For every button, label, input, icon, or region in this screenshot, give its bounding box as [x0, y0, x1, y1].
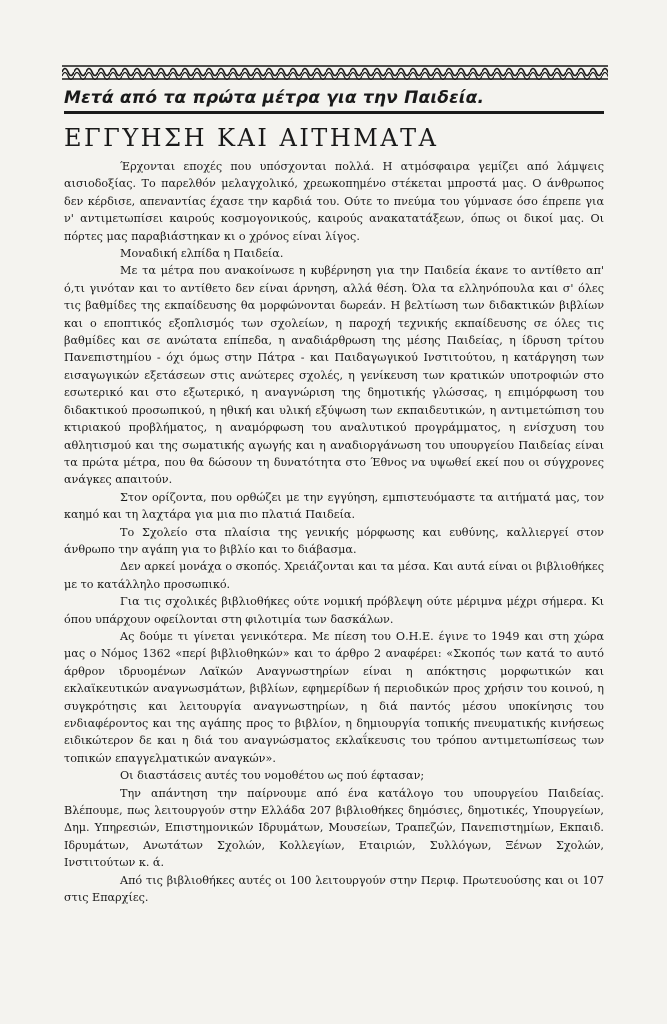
paragraph: Δεν αρκεί μονάχα ο σκοπός. Χρειάζονται και τα μέσα. Και αυτά είναι οι βιβλιοθήκες με το κατάλληλο προσωπικό.	[64, 560, 604, 591]
paragraph: Ας δούμε τι γίνεται γενικότερα. Με πίεση του Ο.Η.Ε. έγινε το 1949 και στη χώρα μας ο Νόμος 1362 «περί βιβλιοθηκών» και το άρθρο 2 αναφέρει: «Σκοπός των κατά το αυτό άρθρον ιδρυομένων Λαϊκών Αναγνωστηρίων είναι η απόκτησις μορφωτικών και εκλαϊκευτικών αναγνωσμάτων, βιβλίων, εφημερίδων ή περιοδικών προς χρήσιν του κοινού, η συγκρότησις και λειτουργία αναγνωστηρίων, η διά παντός μέσου υποκίνησις του ενδιαφέροντος και της αγάπης προς το βιβλίον, η δημιουργία τοπικής πνευματικής κινήσεως ειδικώτερον δε και η διά του αναγνώσματος εκλαΐκευσις του τρόπου αντιμετωπίσεως των τοπικών επαγγελματικών αναγκών».	[64, 629, 604, 765]
paragraph: Μοναδική ελπίδα η Παιδεία.	[120, 247, 284, 261]
article-body	[64, 158, 604, 906]
kicker-heading: Μετά από τα πρώτα μέτρα για την Παιδεία.	[64, 88, 604, 114]
paragraph: Την απάντηση την παίρνουμε από ένα κατάλογο του υπουργείου Παιδείας. Βλέπουμε, πως λειτουργούν στην Ελλάδα 207 βιβλιοθήκες δημόσιες, δημοτικές, Υπουργείων, Δημ. Υπηρεσιών, Επιστημονικών Ιδρυμάτων, Μουσείων, Τραπεζών, Πανεπιστημίων, Εκπαιδ. Ιδρυμάτων, Ανωτάτων Σχολών, Κολλεγίων, Εταιριών, Συλλόγων, Ξένων Σχολών, Ινστιτούτων κ. ά.	[64, 786, 604, 870]
paragraph: Έρχονται εποχές που υπόσχονται πολλά. Η ατμόσφαιρα γεμίζει από λάμψεις αισιοδοξίας. Το παρελθόν μελαγχολικό, χρεωκοπημένο στέκεται μπροστά μας. Ο άνθρωπος δεν κέρδισε, απεναντίας έχασε την καρδιά του. Ούτε το πνεύμα του γύμνασε όσο έπρεπε για ν' αντιμετωπίσει καιρούς κοσμογονικούς, καιρούς ανακατατάξεων, όπως οι δικοί μας. Οι πόρτες μας παραβιάστηκαν κι ο χρόνος είναι λίγος.	[64, 160, 604, 243]
decorative-border-ornament	[62, 64, 608, 80]
article-title: ΕΓΓΥΗΣΗ ΚΑΙ ΑΙΤΗΜΑΤΑ	[64, 124, 439, 152]
paragraph: Στον ορίζοντα, που ορθώζει με την εγγύηση, εμπιστευόμαστε τα αιτήματά μας, τον καημό και τη λαχτάρα για μια πιο πλατιά Παιδεία.	[64, 490, 604, 522]
paragraph: Με τα μέτρα που ανακοίνωσε η κυβέρνηση για την Παιδεία έκανε το αντίθετο απ' ό,τι γινόταν και το αντίθετο δεν είναι άρνηση, αλλά θέση. Όλα τα ελληνόπουλα και σ' όλες τις βαθμίδες της εκπαίδευσης θα μορφώνονται δωρεάν. Η βελτίωση των διδακτικών βιβλίων και ο εποπτικός εξοπλισμός των σχολείων, η παροχή τεχνικής εκπαίδευσης σε όλες τις βαθμίδες και σε ανώτατα επίπεδα, η αναδιάρθρωση της μέσης Παιδείας, η ίδρυση τρίτου Πανεπιστημίου - όχι όμως στην Πάτρα - και Παιδαγωγικού Ινστιτούτου, η κατάργηση των εισαγωγικών εξετάσεων στις ανώτερες σχολές, η γενίκευση των κρατικών υποτροφιών στο εσωτερικό και στο εξωτερικό, η αναγνώριση της δημοτικής γλώσσας, η επιμόρφωση του διδακτικού προσωπικού, η ηθική και υλική εξύψωση των εκπαιδευτικών, η αντιμετώπιση του κτιριακού προβλήματος, η αναμόρφωση του αναλυτικού προγράμματος, η ενίσχυση του αθλητισμού και της σωματικής αγωγής και η αναδιοργάνωση του υπουργείου Παιδείας είναι τα πρώτα μέτρα, που θα δώσουν τη δυνατότητα στο Έθνος να υψωθεί εκεί που οι σύγχρονες ανάγκες απαιτούν.	[64, 264, 604, 487]
paragraph: Το Σχολείο στα πλαίσια της γενικής μόρφωσης και ευθύνης, καλλιεργεί στον άνθρωπο την αγάπη για το βιβλίο και το διάβασμα.	[64, 525, 604, 556]
paragraph: Για τις σχολικές βιβλιοθήκες ούτε νομική πρόβλεψη ούτε μέριμνα μέχρι σήμερα. Κι όπου υπάρχουν οφείλονται στη φιλοτιμία των δασκάλων.	[64, 595, 604, 626]
paragraph: Οι διαστάσεις αυτές του νομοθέτου ως πού έφτασαν;	[120, 769, 425, 783]
paragraph: Από τις βιβλιοθήκες αυτές οι 100 λειτουργούν στην Περιφ. Πρωτευούσης και οι 107 στις Επαρχίες.	[64, 873, 604, 905]
